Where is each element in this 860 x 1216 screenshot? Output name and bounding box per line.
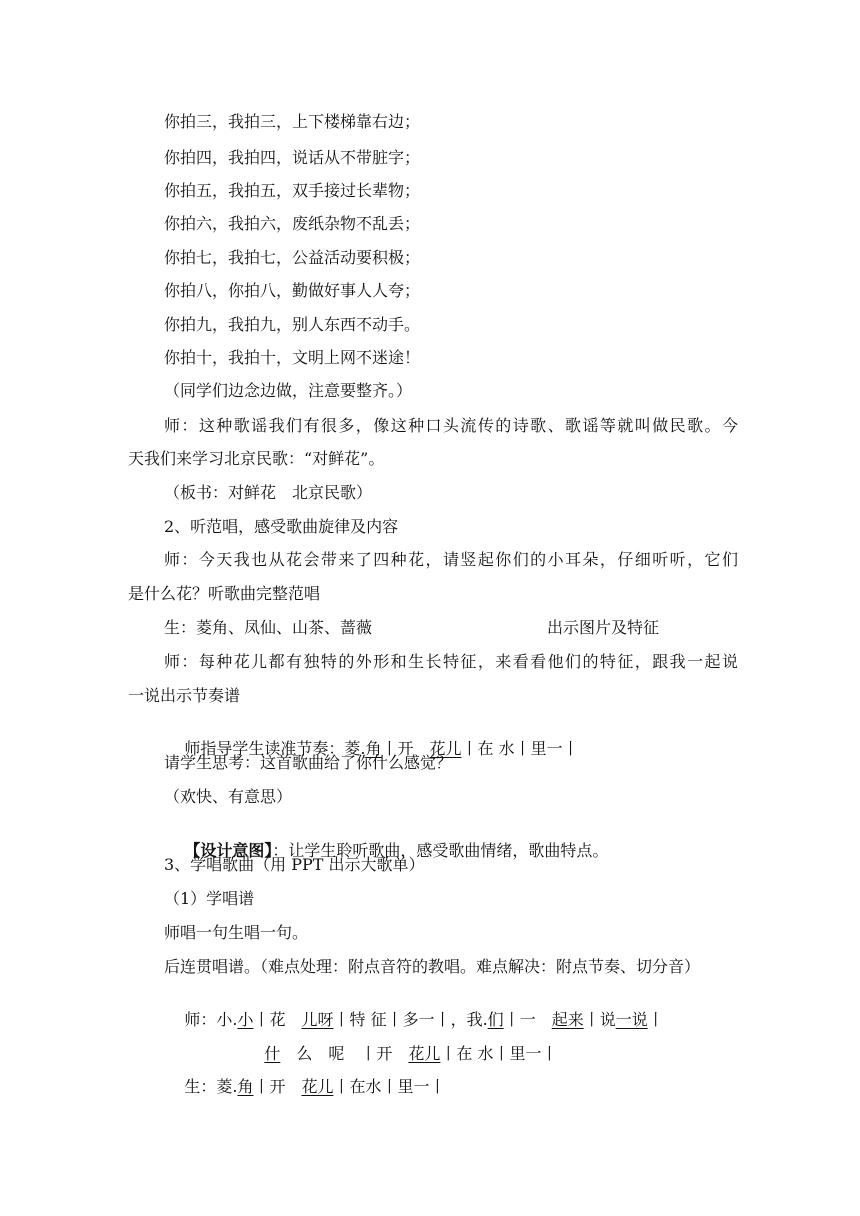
chant-line-5: 你拍五，我拍五，双手接过长辈物； (164, 181, 421, 200)
rhythm-segment: 生：菱. (184, 1077, 238, 1096)
rhythm-segment: 丨一 (503, 1010, 552, 1029)
show-pictures-note: 出示图片及特征 (547, 618, 660, 637)
chant-line-7: 你拍七，我拍七，公益活动要积极； (164, 248, 421, 267)
student-answer: 生：菱角、凤仙、山茶、蔷薇 (164, 618, 373, 637)
difficulty-line: 后连贯唱谱。（难点处理：附点音符的教唱。难点解决：附点节奏、切分音） (164, 957, 701, 976)
teacher-folk-song-line-1: 师：这种歌谣我们有很多，像这种口头流传的诗歌、歌谣等就叫做民歌。今 (164, 416, 738, 435)
rhythm-segment: 师：小. (184, 1010, 238, 1029)
chant-line-8: 你拍八，你拍八，勤做好事人人夸； (164, 281, 421, 300)
teacher-folk-song-line-2: 天我们来学习北京民歌：“对鲜花”。 (128, 449, 385, 468)
rhythm-underlined-segment: 花儿 (429, 739, 462, 758)
teacher-features-line-1: 师：每种花儿都有独特的外形和生长特征，来看看他们的特征，跟我一起说 (164, 652, 738, 671)
rhythm-segment: 丨在 水丨里一丨 (440, 1044, 558, 1063)
rhythm-line-4 (164, 1057, 446, 1117)
teacher-features-line-2: 一说出示节奏谱 (128, 686, 241, 705)
rhythm-underlined-segment: 花儿 (301, 1077, 334, 1096)
think-answer: （欢快、有意思） (164, 787, 293, 806)
rhythm-segment: 丨在水丨里一丨 (333, 1077, 446, 1096)
chant-line-10: 你拍十，我拍十，文明上网不迷途！ (164, 348, 421, 367)
teacher-flowers-line-1: 师：今天我也从花会带来了四种花，请竖起你们的小耳朵，仔细听听，它们 (164, 550, 738, 569)
rhythm-underlined-segment: 们 (487, 1010, 504, 1029)
rhythm-segment: 丨 (647, 1010, 664, 1029)
activity-note: （同学们边念边做，注意要整齐。） (164, 381, 413, 400)
rhythm-segment: 丨开 (381, 739, 430, 758)
teacher-flowers-line-2: 是什么花？听歌曲完整范唱 (128, 584, 321, 603)
rhythm-segment: 么 呢 丨开 (280, 1044, 409, 1063)
design-intent-label: 【设计意图】 (184, 841, 273, 860)
chant-line-3: 你拍三，我拍三，上下楼梯靠右边； (164, 112, 421, 131)
rhythm-underlined-segment: 什 (264, 1044, 281, 1063)
think-question: 请学生思考：这首歌曲给了你什么感觉？ (164, 753, 453, 772)
rhythm-underlined-segment: 起来 (551, 1010, 584, 1029)
rhythm-underlined-segment: 角 (237, 1077, 254, 1096)
rhythm-segment: 师指导学生读准节奏：菱. (184, 739, 366, 758)
rhythm-underlined-segment: 小 (237, 1010, 254, 1029)
chant-line-4: 你拍四，我拍四，说话从不带脏字； (164, 148, 421, 167)
rhythm-segment: 丨开 (253, 1077, 302, 1096)
section-heading-3: 3、学唱歌曲（用 PPT 出示大歌单） (164, 855, 425, 874)
rhythm-segment: 丨在 水丨里一丨 (461, 739, 579, 758)
rhythm-underlined-segment: 一说 (615, 1010, 648, 1029)
rhythm-segment: 丨花 (253, 1010, 302, 1029)
chant-line-9: 你拍九，我拍九，别人东西不动手。 (164, 315, 421, 334)
rhythm-underlined-segment: 角 (365, 739, 382, 758)
rhythm-segment: 丨说 (583, 1010, 616, 1029)
rhythm-underlined-segment: 花儿 (408, 1044, 441, 1063)
chant-line-6: 你拍六，我拍六，废纸杂物不乱丢； (164, 214, 421, 233)
section-heading-2: 2、听范唱，感受歌曲旋律及内容 (164, 517, 399, 536)
rhythm-underlined-segment: 儿呀 (301, 1010, 334, 1029)
blackboard-note: （板书：对鲜花 北京民歌） (164, 483, 373, 502)
sub-heading-1: （1）学唱谱 (164, 889, 255, 908)
design-intent-text: ：让学生聆听歌曲，感受歌曲情绪，歌曲特点。 (272, 841, 609, 860)
teach-method-line: 师唱一句生唱一句。 (164, 923, 309, 942)
rhythm-segment: 丨特 征丨多一丨，我. (333, 1010, 488, 1029)
